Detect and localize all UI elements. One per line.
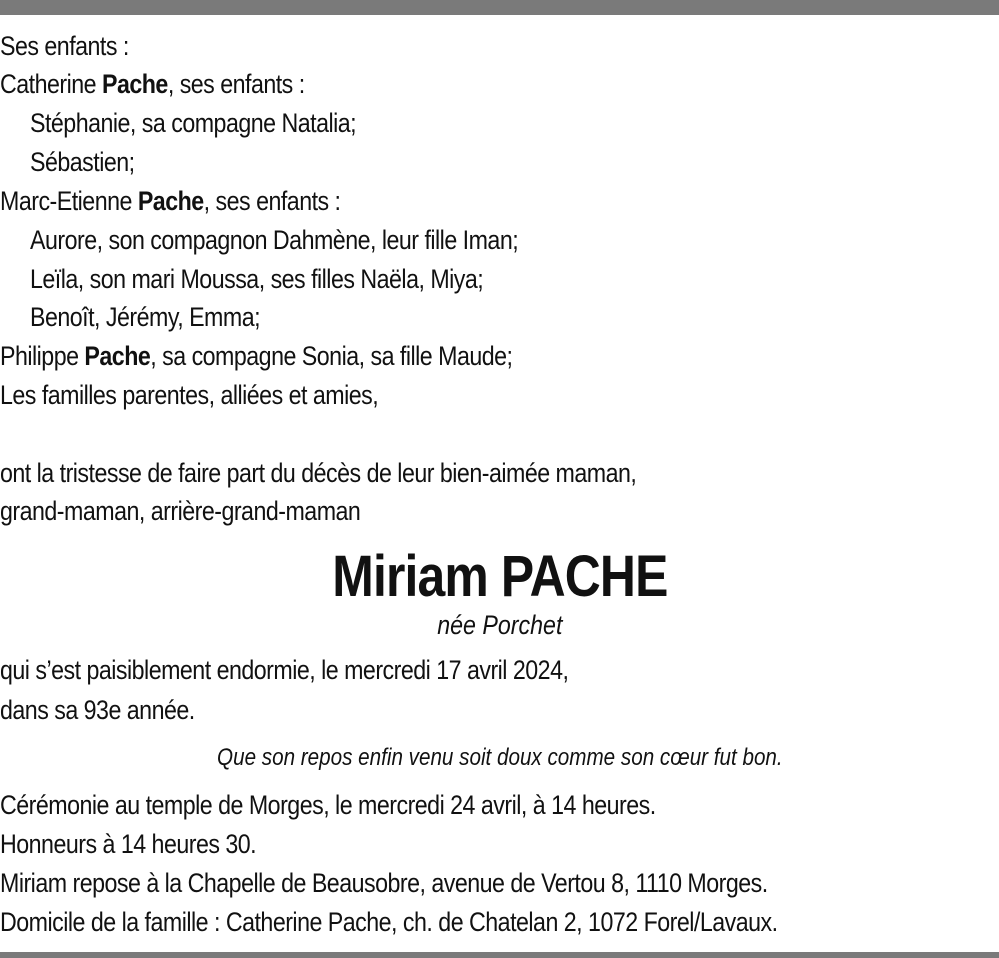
top-rule [0,0,999,15]
children-heading: Ses enfants : [0,31,129,61]
surname: Pache [101,69,168,99]
child-catherine: Catherine Pache, ses enfants : [0,69,305,99]
grandchild-benoit: Benoît, Jérémy, Emma; [30,302,261,332]
honours-line: Honneurs à 14 heures 30. [0,829,257,859]
rests-line: Miriam repose à la Chapelle de Beausobre, avenue de Vertou 8, 1110 Morges. [0,868,768,898]
maiden-name: née Porchet [436,610,563,640]
grandchild-sebastien: Sébastien; [30,147,135,177]
families-line: Les familles parentes, alliées et amies, [0,380,379,410]
memorial-quote: Que son repos enfin venu soit doux comme son cœur fut bon. [216,744,783,771]
grandchild-stephanie: Stéphanie, sa compagne Natalia; [30,108,357,138]
ceremony-line: Cérémonie au temple de Morges, le mercredi 24 avril, à 14 heures. [0,790,656,820]
grandchild-leila: Leïla, son mari Moussa, ses filles Naëla, Miya; [30,264,484,294]
death-line-1: qui s’est paisiblement endormie, le mercredi 17 avril 2024, [0,655,569,685]
announcement-line-2: grand-maman, arrière-grand-maman [0,496,361,526]
grandchild-aurore: Aurore, son compagnon Dahmène, leur fille Iman; [30,225,519,255]
announcement-line-1: ont la tristesse de faire part du décès de leur bien-aimée maman, [0,458,637,488]
child-marc-etienne: Marc-Etienne Pache, ses enfants : [0,186,341,216]
family-home-line: Domicile de la famille : Catherine Pache, ch. de Chatelan 2, 1072 Forel/Lavaux. [0,907,778,937]
bottom-rule [0,952,999,958]
deceased-name: Miriam PACHE [331,544,668,609]
surname: Pache [137,186,204,216]
child-philippe: Philippe Pache, sa compagne Sonia, sa fille Maude; [0,341,513,371]
surname: Pache [84,341,151,371]
death-line-2: dans sa 93e année. [0,695,195,725]
